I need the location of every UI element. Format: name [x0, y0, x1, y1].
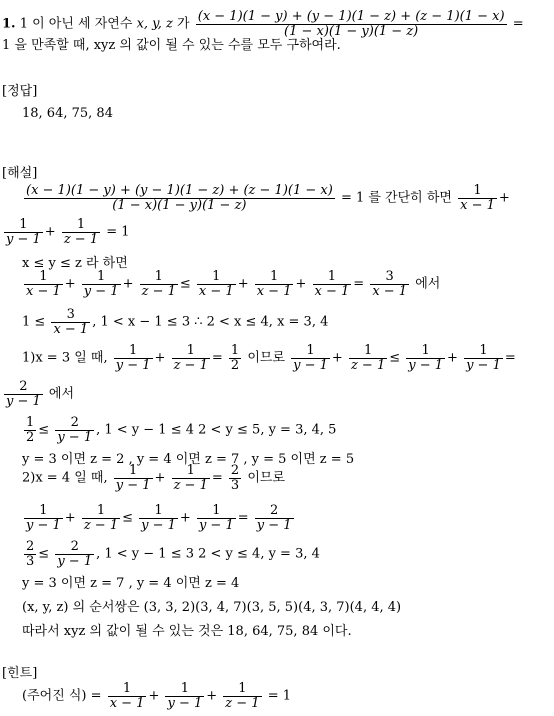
- solution-big-numerator: (x − 1)(1 − y) + (y − 1)(1 − z) + (z − 1)(1 − x): [26, 183, 333, 198]
- solution-heading: [해설]: [2, 166, 38, 181]
- answer-values: 18, 64, 75, 84: [22, 106, 113, 121]
- solution-simplify-text: = 1 를 간단히 하면: [340, 190, 452, 206]
- solution-y-range-1: $\frac{1}{2}$ ≤ $\frac{2}{y - 1}$ , 1 < y − 1 ≤ 4 2 < y ≤ 5, y = 3, 4, 5: [26, 415, 337, 445]
- solution-y-sols-2: y = 3 이면 z = 7 , y = 4 이면 z = 4: [22, 576, 240, 591]
- eq-one: = 1: [106, 224, 130, 240]
- solution-y-range-2: $\frac{2}{3}$ ≤ $\frac{2}{y - 1}$ , 1 < y − 1 ≤ 3 2 < y ≤ 4, y = 3, 4: [26, 539, 320, 569]
- problem-fraction-denominator: (1 − x)(1 − y)(1 − z): [284, 23, 419, 39]
- hint-heading: [힌트]: [2, 666, 38, 681]
- problem-fraction: [196, 10, 507, 38]
- solution-case-2-ineq: $\frac{1}{y - 1}$ + $\frac{1}{z - 1}$ ≤ $\frac{1}{y - 1}$ + $\frac{1}{y - 1}$ = $\frac{2}{y - 1}$: [26, 503, 292, 533]
- solution-big-fraction: [24, 184, 335, 212]
- solution-conclusion: 따라서 xyz 의 값이 될 수 있는 것은 18, 64, 75, 84 이다.: [22, 624, 352, 639]
- problem-equals: =: [512, 16, 524, 32]
- solution-case-1-cont: $\frac{2}{y - 1}$ 에서: [6, 379, 75, 409]
- solution-case-1: 1)x = 3 일 때, $\frac{1}{y - 1}$ + $\frac{1}{z - 1}$ = $\frac{1}{2}$ 이므로 $\frac{1}{y - 1}$ + $\frac{1}{z - 1}$ ≤ $\frac{1}{y - 1}$ + $\frac{1}{y - 1}$ =: [22, 343, 516, 373]
- solution-case-2: 2)x = 4 일 때, $\frac{1}{y - 1}$ + $\frac{1}{z - 1}$ = $\frac{2}{3}$ 이므로: [22, 463, 285, 493]
- solution-triples: (x, y, z) 의 순서쌍은 (3, 3, 2)(3, 4, 7)(3, 5, 5)(4, 3, 7)(4, 4, 4): [22, 600, 402, 615]
- problem-number: 1.: [2, 16, 16, 32]
- hint-formula: (주어진 식) = $\frac{1}{x - 1}$ + $\frac{1}{y - 1}$ + $\frac{1}{z - 1}$ = 1: [22, 681, 292, 711]
- solution-order: x ≤ y ≤ z 라 하면: [22, 256, 128, 271]
- frac-z: $\frac{1}{z - 1}$: [63, 217, 99, 247]
- problem-vars: x, y, z: [136, 16, 173, 32]
- solution-big-denominator: (1 − x)(1 − y)(1 − z): [112, 197, 247, 213]
- solution-line-1: $\frac{(x - 1)(1 - y) + (y - 1)(1 - z) + (z - 1)(1 - x)}{(1 - x)(1 - y)(1 - z)}$ = 1 를 간단히 하면 $\frac{1}{x - 1}$ +: [26, 183, 510, 213]
- solution-x-range: 1 ≤ $\frac{3}{x - 1}$ , 1 < x − 1 ≤ 3 ∴ 2 < x ≤ 4, x = 3, 4: [22, 307, 329, 337]
- solution-y-sols-1: y = 3 이면 z = 2 , y = 4 이면 z = 7 , y = 5 이면 z = 5: [22, 452, 355, 467]
- answer-heading: [정답]: [2, 84, 38, 99]
- problem-line-2: 1 을 만족할 때, xyz 의 값이 될 수 있는 수를 모두 구하여라.: [2, 38, 341, 53]
- solution-inequality: $\frac{1}{x - 1}$ + $\frac{1}{y - 1}$ + $\frac{1}{z - 1}$ ≤ $\frac{1}{x - 1}$ + $\frac{1}{x - 1}$ + $\frac{1}{x - 1}$ = $\frac{3}{x - 1}$ 에서: [26, 269, 441, 299]
- problem-text: 1 이 아닌 세 자연수: [19, 16, 133, 32]
- frac-x: $\frac{1}{x - 1}$: [460, 183, 495, 213]
- problem-particle: 가: [177, 16, 190, 32]
- frac-y: $\frac{1}{y - 1}$: [6, 217, 41, 247]
- problem-line-1: [2, 10, 524, 38]
- solution-line-2: $\frac{1}{y - 1}$ + $\frac{1}{z - 1}$ = 1: [6, 217, 130, 247]
- problem-fraction-numerator: (x − 1)(1 − y) + (y − 1)(1 − z) + (z − 1)(1 − x): [197, 9, 505, 24]
